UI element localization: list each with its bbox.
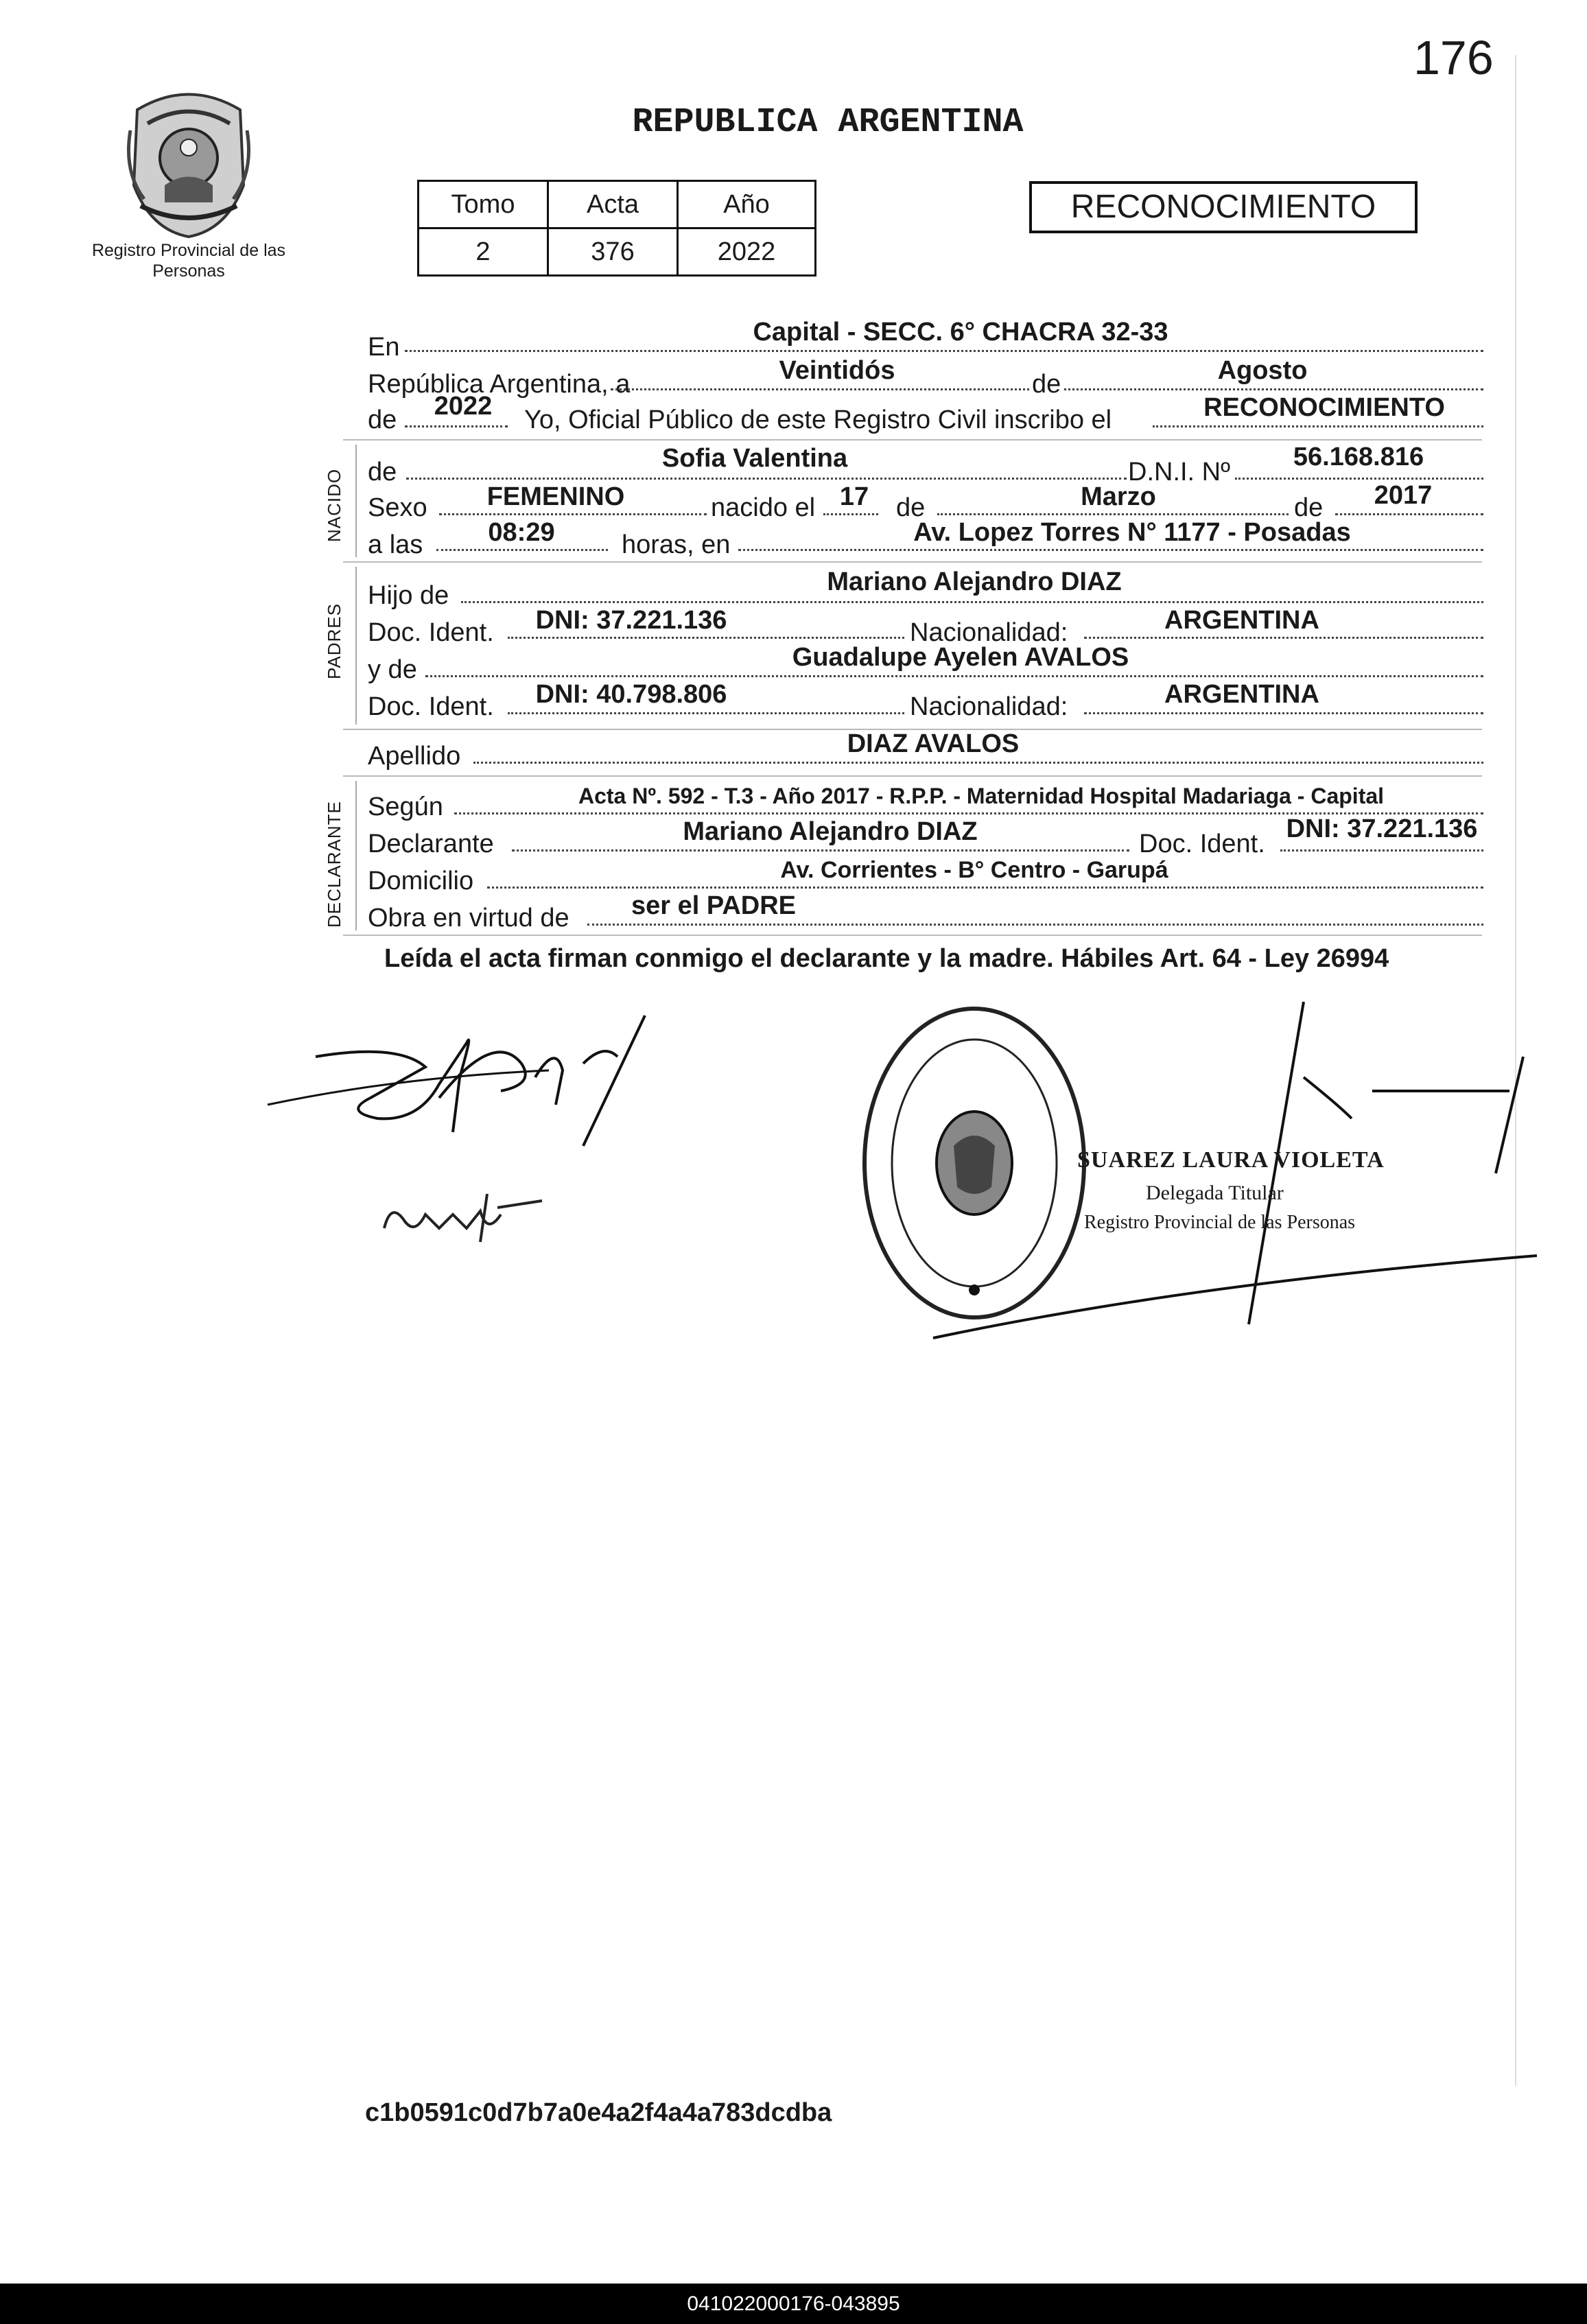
value-lugar: Capital - SECC. 6° CHACRA 32-33 xyxy=(753,318,1168,347)
label-de-ano: de xyxy=(368,406,397,434)
label-yo: Yo, Oficial Público de este Registro Civil inscribo el xyxy=(524,406,1112,434)
closing-note: Leída el acta firman conmigo el declarante y la madre. Hábiles Art. 64 - Ley 26994 xyxy=(384,944,1389,973)
dots xyxy=(738,549,1483,551)
dots xyxy=(508,637,904,639)
dots xyxy=(508,712,904,714)
value-padre-doc: DNI: 37.221.136 xyxy=(535,606,727,635)
label-segun: Según xyxy=(368,793,443,821)
label-horas-en: horas, en xyxy=(622,530,731,559)
dots xyxy=(406,478,1127,480)
value-ano: 2022 xyxy=(434,392,493,421)
value-ano: 2022 xyxy=(678,228,816,276)
value-madre-doc: DNI: 40.798.806 xyxy=(535,680,727,709)
header-ano: Año xyxy=(678,181,816,228)
value-sexo: FEMENINO xyxy=(486,482,625,511)
label-y-de: y de xyxy=(368,655,417,684)
dots xyxy=(487,887,1483,889)
label-de-mes: de xyxy=(1029,368,1063,401)
value-madre: Guadalupe Ayelen AVALOS xyxy=(792,643,1129,672)
dots xyxy=(1280,849,1483,852)
value-lugar-nac: Av. Lopez Torres N° 1177 - Posadas xyxy=(913,518,1351,547)
label-doc-ident-padre: Doc. Ident. xyxy=(368,618,494,647)
value-tipo: RECONOCIMIENTO xyxy=(1203,393,1445,422)
side-label-nacido: NACIDO xyxy=(324,468,344,542)
mother-signature xyxy=(377,1187,556,1249)
value-declarante-doc: DNI: 37.221.136 xyxy=(1286,814,1478,843)
value-nombre: Sofia Valentina xyxy=(661,444,848,473)
record-type-box: RECONOCIMIENTO xyxy=(1029,181,1418,233)
label-de2: de xyxy=(1294,493,1324,522)
section-bar-declarante xyxy=(355,781,357,930)
label-nacionalidad-padre: Nacionalidad: xyxy=(910,618,1068,647)
registry-caption: Registro Provincial de las Personas xyxy=(91,241,286,281)
header-tomo: Tomo xyxy=(419,181,548,228)
official-signature xyxy=(919,995,1537,1352)
label-en: En xyxy=(368,333,400,362)
value-segun: Acta Nº. 592 - T.3 - Año 2017 - R.P.P. - Maternidad Hospital Madariaga - Capital xyxy=(578,784,1385,808)
value-acta: 376 xyxy=(548,228,678,276)
dots xyxy=(461,601,1483,603)
dots xyxy=(1084,637,1483,639)
dots xyxy=(1335,513,1483,515)
side-label-padres: PADRES xyxy=(324,603,344,679)
label-hijo-de: Hijo de xyxy=(368,581,449,610)
value-tomo: 2 xyxy=(419,228,548,276)
value-dni: 56.168.816 xyxy=(1293,443,1424,471)
official-role: Delegada Titular xyxy=(1146,1182,1284,1204)
label-nacido-el: nacido el xyxy=(711,493,816,522)
value-hora: 08:29 xyxy=(488,518,555,547)
dots xyxy=(1235,478,1483,480)
label-declarante: Declarante xyxy=(368,830,494,858)
value-mes: Agosto xyxy=(1217,356,1308,385)
value-dia: Veintidós xyxy=(779,356,895,385)
dots xyxy=(425,675,1483,677)
dots xyxy=(1153,425,1483,427)
value-nac-ano: 2017 xyxy=(1374,481,1433,510)
value-nac-mes: Marzo xyxy=(1081,482,1156,511)
label-doc-ident-declarante: Doc. Ident. xyxy=(1139,830,1265,858)
dots xyxy=(823,513,878,515)
official-org: Registro Provincial de las Personas xyxy=(1084,1212,1356,1233)
label-de-nombre: de xyxy=(368,458,397,486)
value-declarante: Mariano Alejandro DIAZ xyxy=(683,817,978,846)
document-hash: c1b0591c0d7b7a0e4a2f4a4a783dcdba xyxy=(365,2098,832,2127)
side-label-declarante: DECLARANTE xyxy=(324,801,344,928)
label-sexo: Sexo xyxy=(368,493,427,522)
dots xyxy=(512,849,1129,852)
label-doc-ident-madre: Doc. Ident. xyxy=(368,692,494,721)
record-table xyxy=(417,180,816,277)
value-madre-nac: ARGENTINA xyxy=(1164,680,1319,709)
divider xyxy=(343,935,1482,936)
value-padre: Mariano Alejandro DIAZ xyxy=(827,567,1122,596)
dots xyxy=(937,513,1289,515)
value-apellido: DIAZ AVALOS xyxy=(847,729,1020,758)
label-a-las: a las xyxy=(368,530,423,559)
footer-code: 041022000176-043895 xyxy=(0,2284,1587,2324)
page-number: 176 xyxy=(1413,31,1494,84)
divider xyxy=(343,561,1482,563)
value-nac-dia: 17 xyxy=(839,482,869,511)
dots xyxy=(405,350,1483,352)
section-bar-padres xyxy=(355,567,357,725)
dots xyxy=(405,425,508,427)
dots xyxy=(1084,712,1483,714)
dots xyxy=(436,549,608,551)
label-domicilio: Domicilio xyxy=(368,867,474,895)
label-nacionalidad-madre: Nacionalidad: xyxy=(910,692,1068,721)
dots xyxy=(473,762,1483,764)
divider xyxy=(343,775,1482,777)
section-bar-nacido xyxy=(355,445,357,557)
header-acta: Acta xyxy=(548,181,678,228)
value-domicilio: Av. Corrientes - B° Centro - Garupá xyxy=(780,857,1168,883)
label-dni: D.N.I. Nº xyxy=(1128,458,1230,486)
dots xyxy=(439,513,707,515)
label-republica: República Argentina, a xyxy=(368,370,631,399)
dots xyxy=(587,924,1483,926)
value-padre-nac: ARGENTINA xyxy=(1164,606,1319,635)
label-de1: de xyxy=(896,493,926,522)
divider xyxy=(343,439,1482,441)
value-obra: ser el PADRE xyxy=(631,891,797,920)
document-title: REPUBLICA ARGENTINA xyxy=(632,103,1024,142)
official-name: SUAREZ LAURA VIOLETA xyxy=(1077,1147,1385,1173)
label-apellido: Apellido xyxy=(368,742,461,771)
label-obra: Obra en virtud de xyxy=(368,904,569,932)
